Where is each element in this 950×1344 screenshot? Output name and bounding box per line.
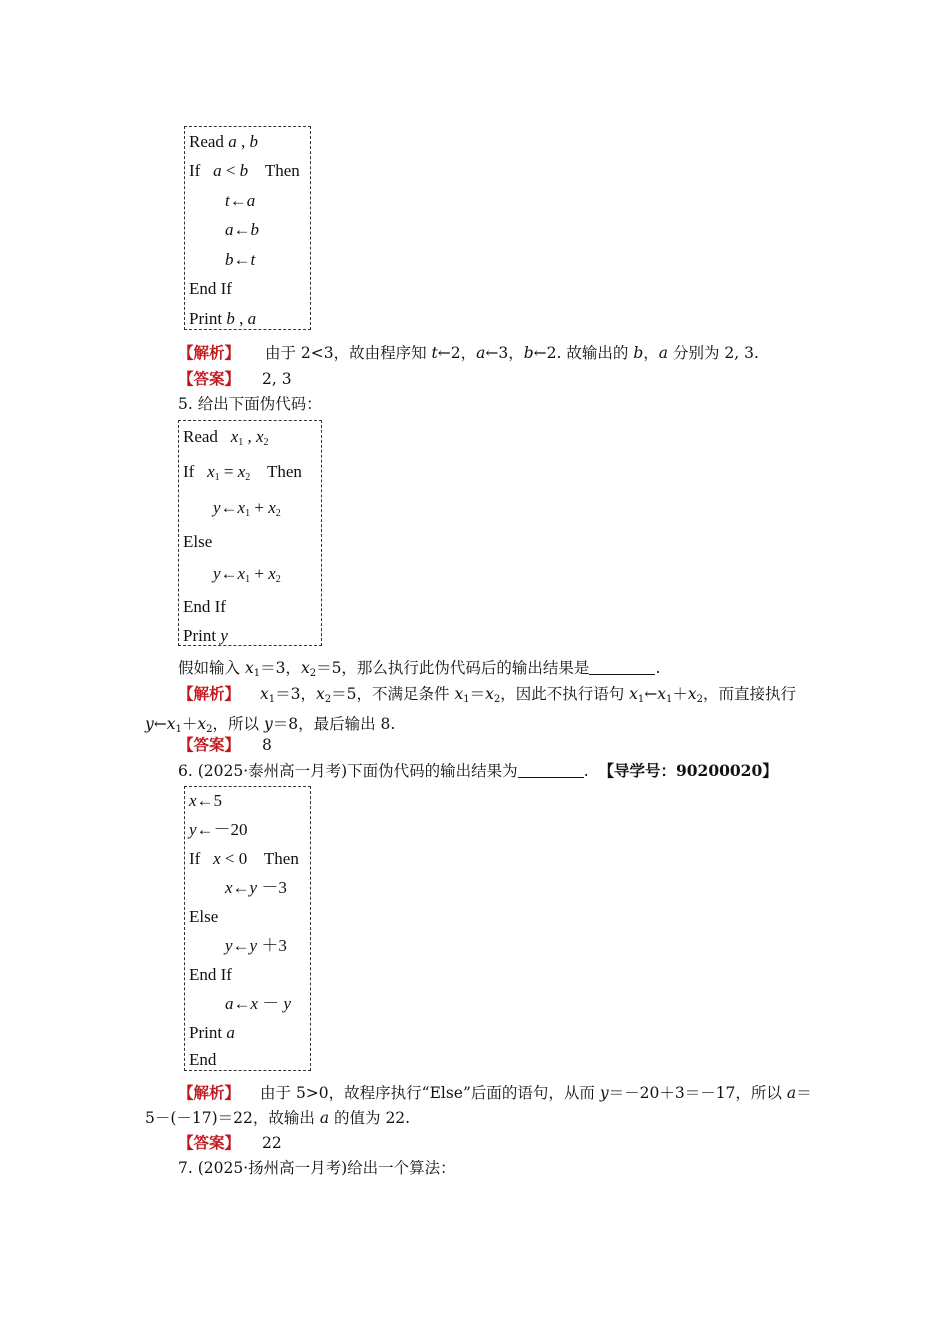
code-line: $y\leftarrow x_1 + x_2$ [213,498,281,519]
analysis-label: 【解析】 [178,1083,241,1102]
code-line: Print y [183,626,228,645]
code-line: If $x_1 = x_2$ Then [183,462,302,483]
q6-answer [178,1130,848,1156]
code-box-swap [184,126,311,330]
q5-question: 假如输入 $x_1=3$，$x_2=5$，那么执行此伪代码后的输出结果是 . [178,659,661,679]
q5-answer [178,732,848,758]
code-box-q6 [184,786,311,1071]
code-line: y←y ＋3 [225,936,287,955]
analysis-label: 【解析】 [178,343,241,362]
q6-title: 6. (2025·泰州高一月考)下面伪代码的输出结果为 . 【导学号：90200020】 [178,761,778,780]
code-line: End [189,1050,217,1069]
code-line: $y\leftarrow x_1 + x_2$ [213,564,281,585]
code-line: x←y －3 [225,878,287,897]
q7-title: 7. (2025·扬州高一月考)给出一个算法： [178,1159,456,1177]
code-line: End If [189,279,232,298]
answer-blank [518,763,584,778]
code-line: End If [183,597,226,616]
code-line: a←x － y [225,994,292,1013]
code-line: If x < 0 Then [189,849,299,868]
q5-title: 5. 给出下面伪代码： [178,395,322,413]
code-line: Else [183,532,213,551]
q6-analysis: 【解析】 由于 5>0，故程序执行“Else”后面的语句，从而 y＝－20＋3＝－17，所以 a＝5－(－17)＝22，故输出 a 的值为 22. [145,1083,812,1127]
answer-value: 8 [262,736,272,754]
answer-label: 【答案】 [178,735,241,754]
code-line: Print b , a [189,309,257,328]
code-line: y←－20 [189,820,248,839]
answer-label: 【答案】 [178,1133,241,1152]
code-line: End If [189,965,232,984]
answer-value: 2, 3 [262,370,292,388]
q4-answer [178,366,848,392]
answer-label: 【答案】 [178,369,241,388]
code-line: Else [189,907,219,926]
code-line: a←b [225,220,259,239]
code-line: If a < b Then [189,161,300,180]
code-line: Print a [189,1023,235,1042]
code-line: b←t [225,250,256,269]
q5-analysis: 【解析】 $x_1=3$，$x_2=5$，不满足条件 $x_1=x_2$，因此不执行语句 $x_1\leftarrow x_1+x_2$，而直接执行 $y\leftarrow x_1+x_2$，所以 y＝8，最后输出 8. [145,684,797,735]
code-line: t←a [225,191,256,210]
answer-value: 22 [262,1134,282,1152]
analysis-label: 【解析】 [178,684,241,703]
code-line: x←5 [189,791,223,810]
code-box-q5 [178,420,322,646]
answer-blank [589,660,655,675]
code-line: Read a , b [189,132,258,151]
q4-analysis: 【解析】 由于 2<3，故由程序知 t←2，a←3，b←2. 故输出的 b，a 分别为 2, 3. [178,343,759,362]
code-line: Read $x_1$ , $x_2$ [183,427,269,448]
